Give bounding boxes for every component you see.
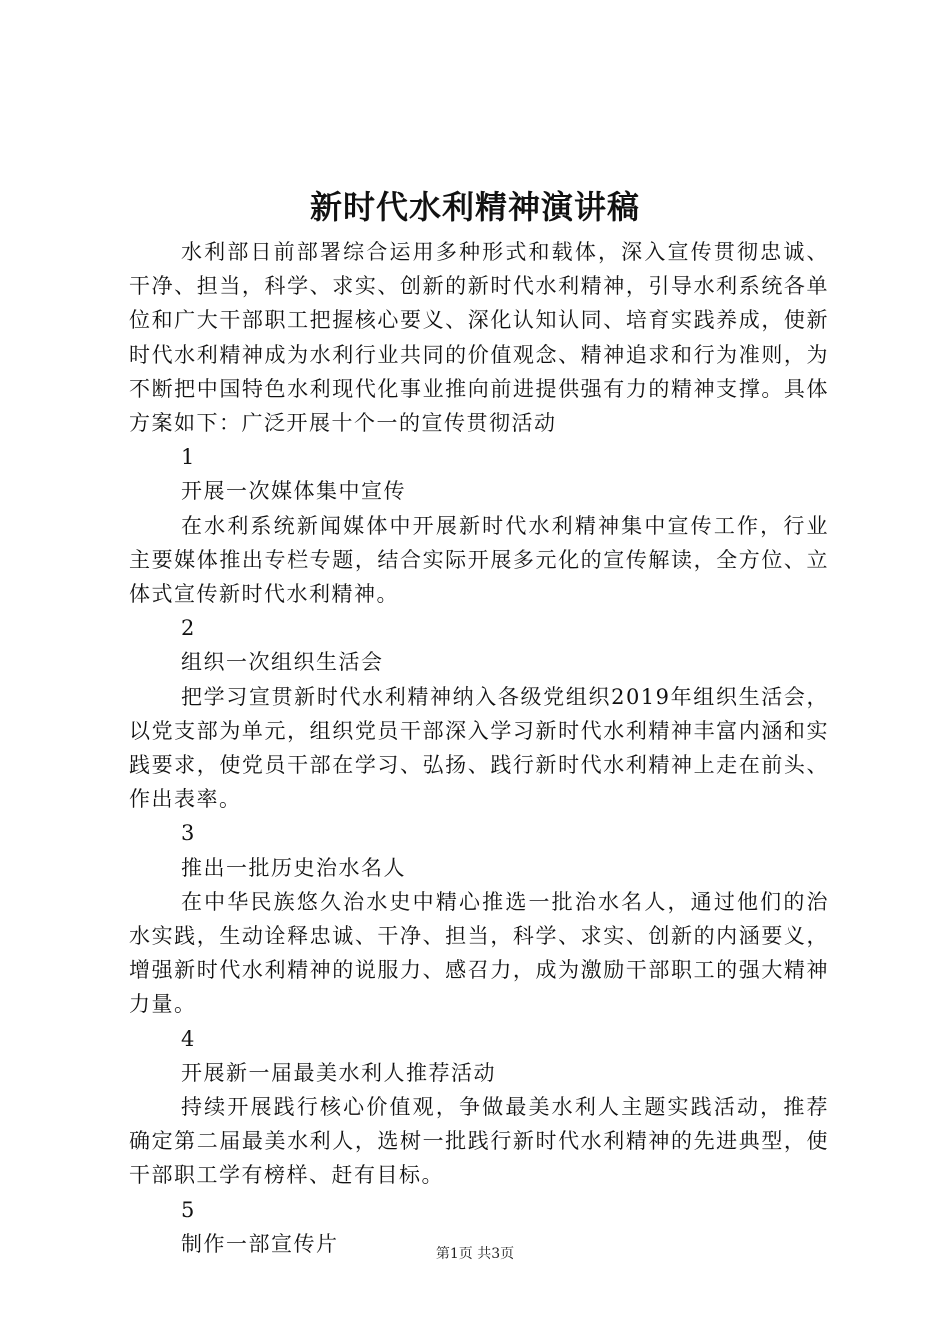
section-text-2: 把学习宣贯新时代水利精神纳入各级党组织2019年组织生活会，以党支部为单元，组织党员干部深入学习新时代水利精神丰富内涵和实践要求，使党员干部在学习、弘扬、践行新时代水利精神上走在前头、作出表率。 [129, 684, 829, 812]
section-number-1: 1 [181, 445, 196, 470]
section-heading-3: 推出一批历史治水名人 [181, 855, 406, 880]
page-footer: 第1页 共3页 [435, 1246, 515, 1262]
section-heading-2: 组织一次组织生活会 [181, 650, 384, 675]
section-number-2: 2 [181, 616, 196, 641]
section-heading-5: 制作一部宣传片 [181, 1231, 339, 1256]
section-text-4: 持续开展践行核心价值观，争做最美水利人主题实践活动，推荐确定第二届最美水利人，选树一批践行新时代水利精神的先进典型，使干部职工学有榜样、赶有目标。 [129, 1095, 829, 1188]
section-number-5: 5 [181, 1197, 196, 1222]
page-title: 新时代水利精神演讲稿 [309, 188, 640, 226]
section-number-3: 3 [181, 821, 196, 846]
document-body [129, 235, 829, 1261]
section-number-4: 4 [181, 1026, 196, 1051]
section-heading-1: 开展一次媒体集中宣传 [181, 479, 406, 504]
section-heading-4: 开展新一届最美水利人推荐活动 [181, 1060, 496, 1085]
intro-paragraph: 水利部日前部署综合运用多种形式和载体，深入宣传贯彻忠诚、干净、担当，科学、求实、创新的新时代水利精神，引导水利系统各单位和广大干部职工把握核心要义、深化认知认同、培育实践养成，使新时代水利精神成为水利行业共同的价值观念、精神追求和行为准则，为不断把中国特色水利现代化事业推向前进提供强有力的精神支撑。具体方案如下：广泛开展十个一的宣传贯彻活动 [129, 240, 829, 436]
section-text-3: 在中华民族悠久治水史中精心推选一批治水名人，通过他们的治水实践，生动诠释忠诚、干净、担当，科学、求实、创新的内涵要义，增强新时代水利精神的说服力、感召力，成为激励干部职工的强大精神力量。 [129, 889, 829, 1017]
section-text-1: 在水利系统新闻媒体中开展新时代水利精神集中宣传工作，行业主要媒体推出专栏专题，结合实际开展多元化的宣传解读，全方位、立体式宣传新时代水利精神。 [129, 513, 829, 607]
